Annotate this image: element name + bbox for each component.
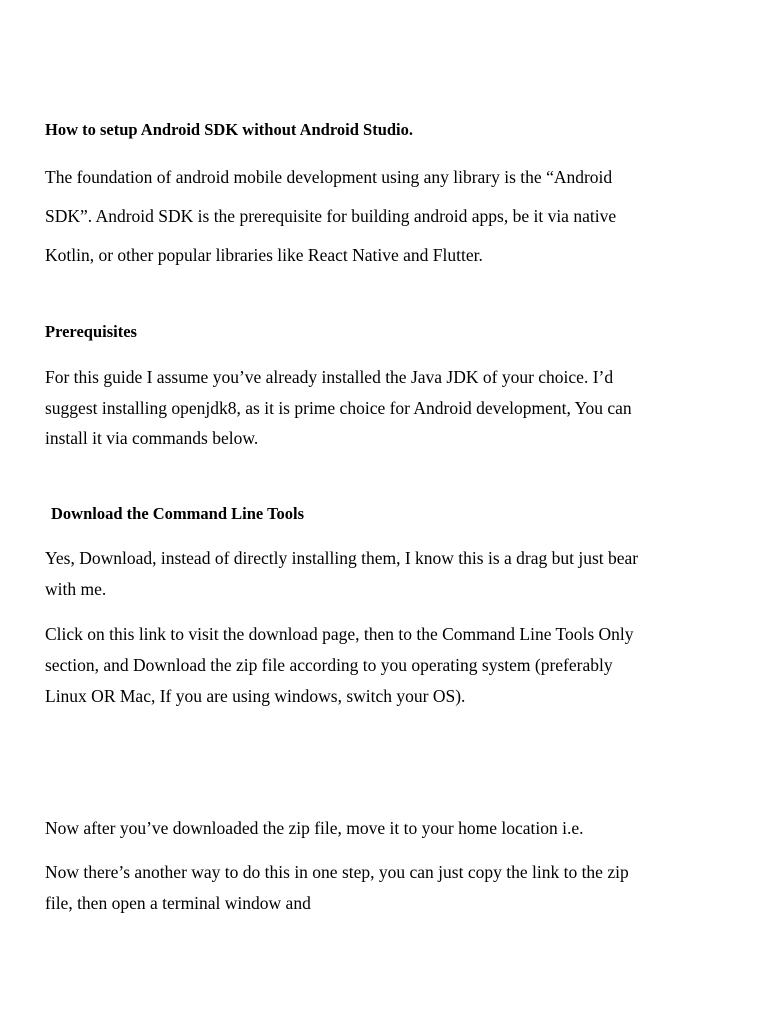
download-p1-line-2: with me. — [45, 579, 107, 599]
download-p1-line-1: Yes, Download, instead of directly installing them, I know this is a drag but just bear — [45, 548, 639, 568]
after-p2-line-1: Now there’s another way to do this in one step, you can just copy the link to the zip — [45, 862, 629, 882]
after-p2-line-2: file, then open a terminal window and — [45, 893, 311, 913]
intro-line-2: SDK”. Android SDK is the prerequisite for building android apps, be it via native — [45, 206, 617, 226]
document-title: How to setup Android SDK without Android Studio. — [45, 120, 414, 139]
download-p2-line-2: section, and Download the zip file according to you operating system (preferably — [45, 655, 613, 675]
prereq-line-2: suggest installing openjdk8, as it is prime choice for Android development, You can — [45, 398, 632, 418]
download-p2-line-1: Click on this link to visit the download page, then to the Command Line Tools Only — [45, 624, 634, 644]
prereq-line-3: install it via commands below. — [45, 428, 259, 448]
intro-line-1: The foundation of android mobile development using any library is the “Android — [45, 167, 613, 187]
prerequisites-heading: Prerequisites — [45, 322, 137, 341]
after-p1-line-1: Now after you’ve downloaded the zip file, move it to your home location i.e. — [45, 818, 584, 838]
prereq-line-1: For this guide I assume you’ve already installed the Java JDK of your choice. I’d — [45, 367, 614, 387]
intro-line-3: Kotlin, or other popular libraries like React Native and Flutter. — [45, 245, 483, 265]
download-p2-line-3: Linux OR Mac, If you are using windows, switch your OS). — [45, 686, 466, 706]
download-heading: Download the Command Line Tools — [51, 504, 305, 523]
